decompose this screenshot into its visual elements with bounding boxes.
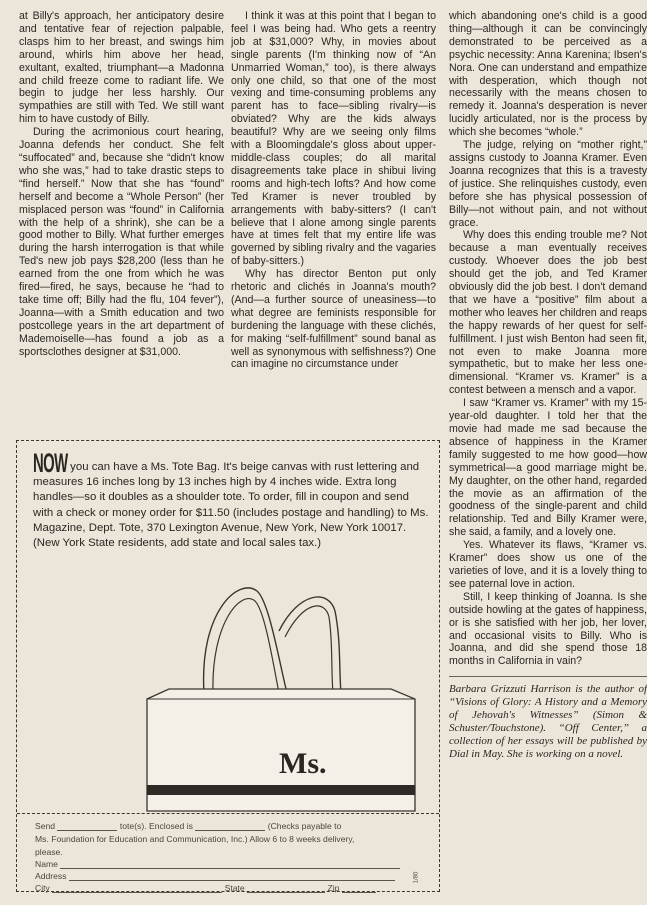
paragraph: I think it was at this point that I began to feel I was being had. Who gets a reentry job at $31,000? Why, in movies about single parents (I'm thinking now of “An Unmarried Woman,” too), is there always only one child, so that one of the most vexing and time-consuming problems any parent has to face—sibling rivalry—is obviated? Why are the kids always beautiful? Why are we seeing only films with a Bloomingdale's gloss about upper-middle-class couples; do all marital disagreements take place in shibui living rooms and high-tech lofts? And how come Ted Kramer is never troubled by arrangements with baby-sitters? (I can't believe that I alone among single parents have at times felt that my entire life was governed by sibling rivalry and the vagaries of baby-sitters.)	[231, 10, 436, 268]
zip-field[interactable]	[342, 892, 376, 893]
coupon-zip-label: Zip	[327, 883, 340, 893]
ad-copy	[33, 448, 429, 551]
address-field[interactable]	[69, 880, 395, 881]
article-column-3	[449, 10, 647, 890]
article-column-2	[231, 10, 436, 430]
coupon-checks-label: (Checks payable to	[267, 821, 342, 831]
paragraph: The judge, relying on “mother right,” assigns custody to Joanna Kramer. Even Joanna recognizes that this is a travesty of justice. She relinquishes custody, even before she has physical possession of Billy—not without pain, and not without grace.	[449, 139, 647, 229]
paragraph: at Billy's approach, her anticipatory desire and tentative fear of rejection palpable, clasps him to her breast, and swings him around, whirls him above her head, exultant, exalted, triumphant—a Madonna and child freeze come to radiant life. We begin to judge her less harshly. Our sympathies are still with Ted. We still want him to have custody of Billy.	[19, 10, 224, 126]
amount-field[interactable]	[195, 830, 265, 831]
tote-bag-illustration	[129, 571, 429, 819]
coupon-totes-label: tote(s). Enclosed is	[119, 821, 193, 831]
ad-body: you can have a Ms. Tote Bag. It's beige canvas with rust lettering and measures 16 inches long by 13 inches high by 4 inches wide. Extra long handles—so it doubles as a shoulder tote. To order, fill in coupon and send with a check or money order for $11.50 (includes postage and handling) to Ms. Magazine, Dept. Tote, 370 Lexington Avenue, New York, New York 10017. (New York State residents, add state and local sales tax.)	[33, 461, 429, 550]
paragraph: Still, I keep thinking of Joanna. Is she outside howling at the gates of happiness, or is she satisfied with her job, her lover, and occasional visits to Billy. Who is Joanna, and did she spend those 18 months in California in vain?	[449, 590, 647, 668]
paragraph: I saw “Kramer vs. Kramer” with my 15-year-old daughter. I told her that the movie had made me sad because the absence of happiness in the Kramer family suggested to me how good—how symmetrical—a good marriage might be. My daughter, on the other hand, regarded the movie as an affirmation of the goodness of the single-parent and child relationship. Ted and Billy Kramer were, she said, a family, and a lovely one.	[449, 397, 647, 539]
coupon-name-label: Name	[35, 859, 58, 869]
order-coupon	[17, 813, 439, 892]
quantity-field[interactable]	[57, 830, 117, 831]
coupon-send-label: Send	[35, 821, 56, 831]
coupon-please-text: please.	[35, 847, 63, 857]
paragraph: During the acrimonious court hearing, Joanna defends her conduct. She felt “suffocated” and, because she “didn't know who she was,” had to take drastic steps to “find herself.” Now that she has “found” herself and become a “Whole Person” (her misplaced person was “found” in California with the help of a shrink), she can be a good mother to Billy. What further emerges during the harsh interrogation is that while Ted's new job pays $28,200 (less than he earned from the one from which he was fired—fired, he says, because he “had to take time off; Billy had the flu, 104 fever”), Joanna—with a Smith education and two postcollege years in the art department of Mademoiselle—has found a job as a sportsclothes designer at $31,000.	[19, 126, 224, 358]
bag-logo: Ms.	[279, 747, 327, 780]
paragraph: Yes. Whatever its flaws, “Kramer vs. Kramer” does show us one of the varieties of love, and it is a lovely thing to see paternal love in action.	[449, 539, 647, 590]
coupon-address-label: Address	[35, 871, 67, 881]
paragraph: which abandoning one's child is a good thing—although it can be convincingly demonstrated to be perceived as a psychic necessity: Anna Karenina; Ibsen's Nora. One can understand and empathize with desperation, which though not necessarily with the means chosen to remedy it. Joanna's desperation is never lucidly articulated, nor is the process by which she becomes “whole.”	[449, 10, 647, 139]
paragraph: Why does this ending trouble me? Not because a man eventually receives custody. Whoever does the job best should get the job, and Ted Kramer obviously did the job best. I don't demand that we have a “positive” film about a mother who leaves her children and reaps the happy rewards of her quest for self-fulfillment. I just wish Benton had seen fit, not even to make Joanna more sympathetic, but to make her less one-dimensional. “Kramer vs. Kramer” is a contest between a mensch and a vapor.	[449, 229, 647, 397]
article-column-1	[19, 10, 224, 430]
author-bio: Barbara Grizzuti Harrison is the author of “Visions of Glory: A History and a Memory of Jehovah's Witnesses” (Simon & Schuster/Touchstone). “Off Center,” a collection of her essays will be published by Dial in May. She is working on a novel.	[449, 676, 647, 760]
coupon-state-label: State	[224, 883, 245, 893]
ad-lead-word: NOW	[33, 448, 68, 478]
coupon-city-label: City	[35, 883, 50, 893]
name-field[interactable]	[60, 868, 400, 869]
coupon-foundation-text: Ms. Foundation for Education and Communication, Inc.) Allow 6 to 8 weeks delivery,	[35, 834, 355, 844]
city-field[interactable]	[52, 892, 222, 893]
tote-bag-ad	[16, 440, 440, 892]
paragraph: Why has director Benton put only rhetoric and clichés in Joanna's mouth? (And—a further source of uneasiness—to what degree are feminists responsible for burdening the language with these clichés, for making “self-fulfillment” sound banal as well as synonymous with selfishness?) One can imagine no circumstance under	[231, 268, 436, 371]
state-field[interactable]	[247, 892, 325, 893]
ad-code: 1/80	[413, 871, 420, 884]
